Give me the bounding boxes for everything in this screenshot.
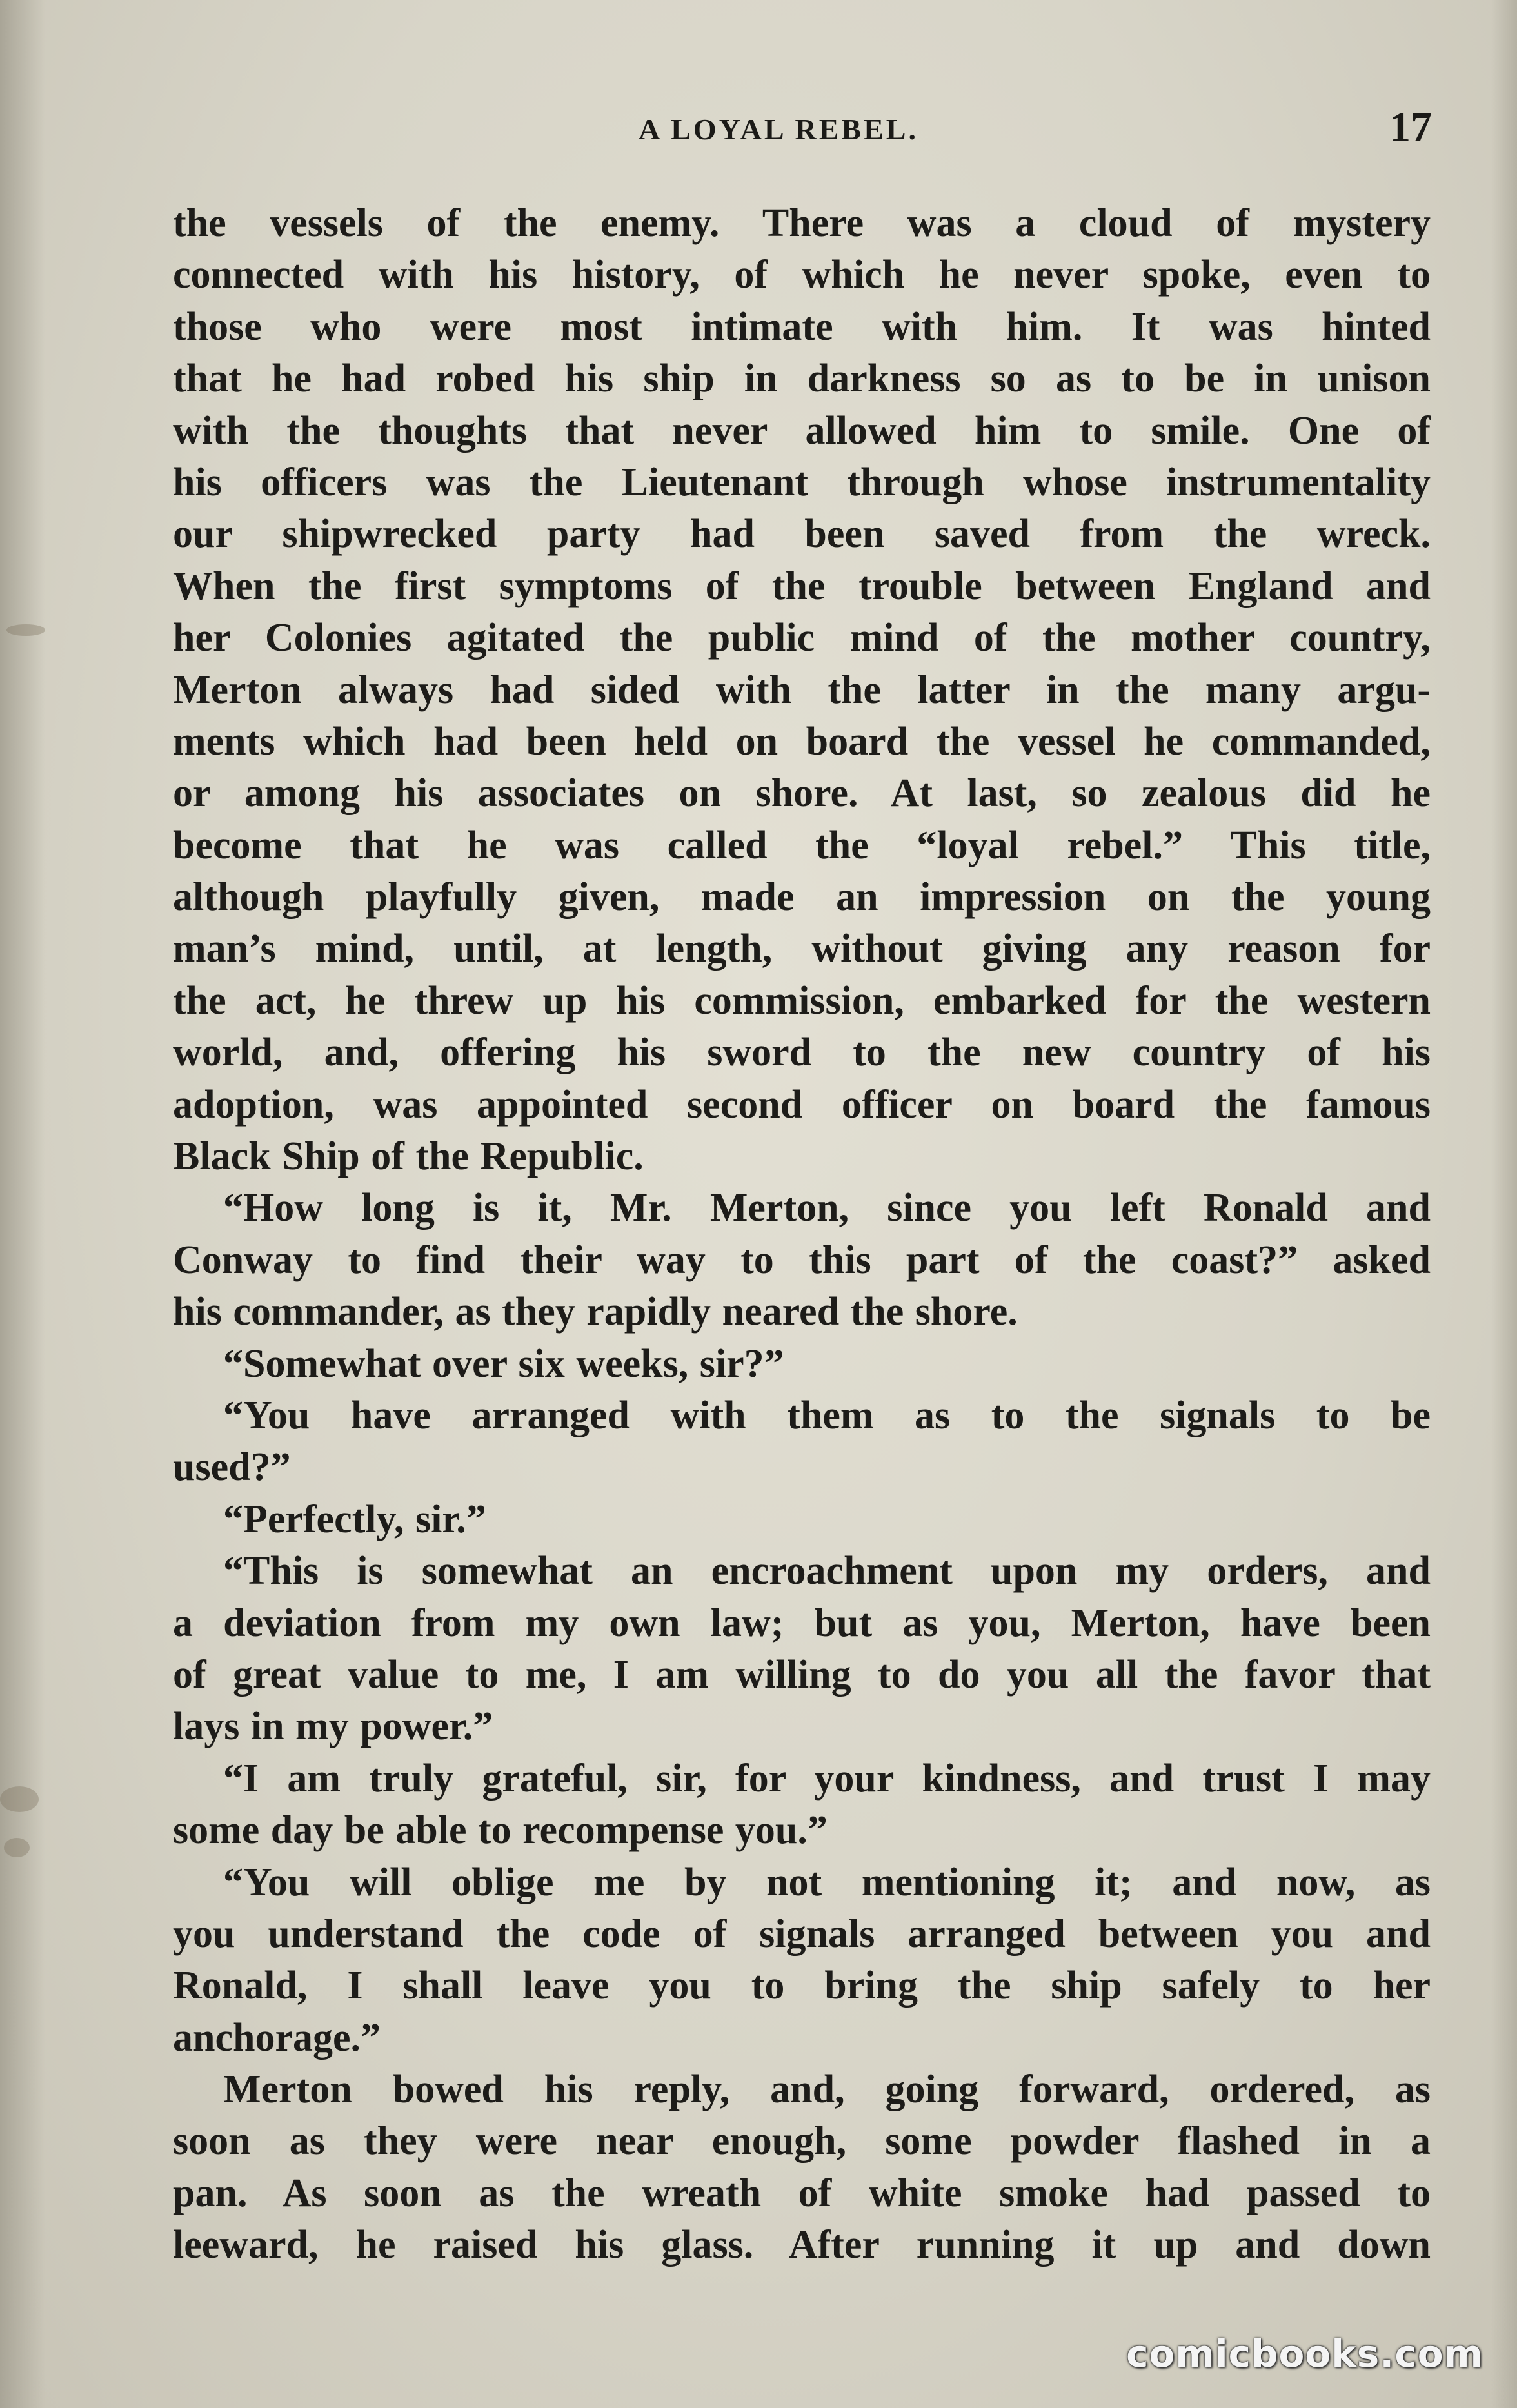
text-line: ments which had been held on board the vessel he commanded, — [173, 719, 1431, 764]
text-line: although playfully given, made an impression on the young — [173, 875, 1431, 920]
paper-stain — [0, 1786, 39, 1812]
text-line: lays in my power.” — [173, 1704, 493, 1749]
text-line: Merton always had sided with the latter in the many argu- — [173, 667, 1431, 712]
text-line: Merton bowed his reply, and, going forward, ordered, as — [223, 2068, 1431, 2112]
text-line: his officers was the Lieutenant through whose instrumentality — [173, 460, 1431, 504]
text-line: leeward, he raised his glass. After running it up and down — [173, 2223, 1431, 2267]
text-line: the vessels of the enemy. There was a cloud of mystery — [173, 201, 1431, 245]
text-line: “Perfectly, sir.” — [223, 1497, 486, 1541]
text-line: with the thoughts that never allowed him to smile. One of — [173, 408, 1431, 453]
text-line: you understand the code of signals arranged between you and — [173, 1911, 1431, 1956]
text-line: pan. As soon as the wreath of white smoke had passed to — [173, 2171, 1431, 2215]
text-line: connected with his history, of which he never spoke, even to — [173, 253, 1431, 297]
text-line: soon as they were near enough, some powder flashed in a — [173, 2119, 1431, 2164]
page-edge-shadow — [1491, 0, 1517, 2408]
page-gutter-shadow — [0, 0, 45, 2408]
text-line: Black Ship of the Republic. — [173, 1134, 644, 1179]
text-line: of great value to me, I am willing to do you all the favor that — [173, 1652, 1431, 1697]
text-line: “You have arranged with them as to the signals to be — [223, 1393, 1431, 1437]
running-header — [168, 103, 1432, 161]
text-line: “This is somewhat an encroachment upon my orders, and — [223, 1549, 1431, 1594]
paper-stain — [6, 624, 45, 636]
text-line: “I am truly grateful, sir, for your kindness, and trust I may — [223, 1756, 1431, 1801]
text-line: some day be able to recompense you.” — [173, 1808, 828, 1853]
text-line: her Colonies agitated the public mind of the mother country, — [173, 616, 1431, 660]
text-line: the act, he threw up his commission, embarked for the western — [173, 978, 1431, 1023]
text-line: “Somewhat over six weeks, sir?” — [223, 1341, 784, 1386]
text-line: those who were most intimate with him. It was hinted — [173, 304, 1431, 349]
text-line: adoption, was appointed second officer on board the famous — [173, 1082, 1431, 1127]
paper-stain — [4, 1838, 30, 1857]
text-line: “How long is it, Mr. Merton, since you left Ronald and — [223, 1186, 1431, 1230]
text-line: When the first symptoms of the trouble between England and — [173, 564, 1431, 608]
watermark: comicbooks.com — [1126, 2332, 1483, 2376]
text-line: Ronald, I shall leave you to bring the ship safely to her — [173, 1964, 1431, 2008]
page-number: 17 — [1389, 104, 1432, 151]
text-line: used?” — [173, 1445, 291, 1490]
text-line: a deviation from my own law; but as you, Merton, have been — [173, 1601, 1431, 1645]
text-line: or among his associates on shore. At last, so zealous did he — [173, 771, 1431, 816]
text-line: that he had robed his ship in darkness so as to be in unison — [173, 357, 1431, 401]
text-line: our shipwrecked party had been saved from the wreck. — [173, 512, 1431, 557]
body-text — [173, 197, 1431, 2271]
text-line: man’s mind, until, at length, without giving any reason for — [173, 927, 1431, 971]
text-line: world, and, offering his sword to the new country of his — [173, 1031, 1431, 1075]
text-line: “You will oblige me by not mentioning it; and now, as — [223, 1860, 1431, 1904]
text-line: Conway to find their way to this part of the coast?” asked — [173, 1238, 1431, 1282]
text-line: become that he was called the “loyal rebel.” This title, — [173, 823, 1431, 867]
text-line: his commander, as they rapidly neared the shore. — [173, 1290, 1018, 1334]
running-title: A LOYAL REBEL. — [639, 113, 918, 146]
text-line: anchorage.” — [173, 2015, 381, 2060]
